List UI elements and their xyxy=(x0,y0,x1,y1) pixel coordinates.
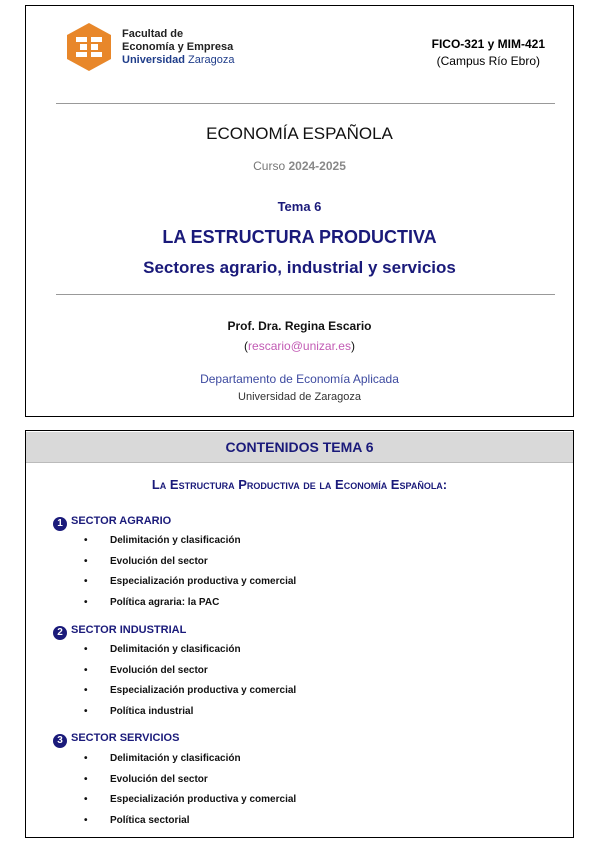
section-servicios-items xyxy=(84,749,296,831)
topic-subtitle: Sectores agrario, industrial y servicios xyxy=(143,258,456,277)
list-item xyxy=(84,749,296,770)
section-number-badge: 2 xyxy=(53,626,67,640)
logo-line-2: Economía y Empresa xyxy=(122,41,234,53)
list-item-text: Especialización productiva y comercial xyxy=(110,685,297,696)
bullet: • xyxy=(84,685,88,696)
bullet: • xyxy=(84,814,88,826)
section-industrial-items xyxy=(84,640,296,722)
section-number-badge: 3 xyxy=(53,734,67,748)
list-item xyxy=(84,531,296,552)
list-item-text: Evolución del sector xyxy=(110,773,208,785)
contents-header: CONTENIDOS TEMA 6 xyxy=(26,432,573,463)
department-name: Departamento de Economía Aplicada xyxy=(200,372,399,386)
list-item xyxy=(84,640,296,661)
section-servicios xyxy=(53,732,179,748)
email-paren-open: ( xyxy=(244,339,249,353)
title-slide xyxy=(25,5,574,417)
bullet: • xyxy=(84,773,88,785)
bullet: • xyxy=(84,664,88,676)
logo-zaragoza: Zaragoza xyxy=(188,54,235,66)
list-item-text: Política sectorial xyxy=(110,814,190,826)
list-item-text: Especialización productiva y comercial xyxy=(110,576,297,587)
logo-university: Universidad xyxy=(122,54,185,66)
section-agrario xyxy=(53,515,171,531)
list-item-text: Delimitación y clasificación xyxy=(110,644,241,655)
logo-text xyxy=(122,28,235,67)
course-title: ECONOMÍA ESPAÑOLA xyxy=(206,124,393,143)
professor-email xyxy=(26,339,573,353)
list-item-text: Política industrial xyxy=(110,705,194,717)
email-link[interactable]: rescario@unizar.es xyxy=(248,339,351,353)
professor-name: Prof. Dra. Regina Escario xyxy=(227,319,372,333)
bullet: • xyxy=(84,535,88,546)
list-item xyxy=(84,661,296,682)
course-code-text: FICO-321 y MIM-421 xyxy=(431,37,545,51)
bullet: • xyxy=(84,644,88,655)
list-item xyxy=(84,790,296,811)
bullet: • xyxy=(84,705,88,717)
bullet: • xyxy=(84,794,88,805)
topic-title: LA ESTRUCTURA PRODUCTIVA xyxy=(162,227,437,247)
bullet: • xyxy=(84,555,88,567)
list-item xyxy=(84,702,296,723)
course-year-value: 2024-2025 xyxy=(288,159,346,173)
topic-number: Tema 6 xyxy=(277,199,322,214)
list-item xyxy=(84,811,296,832)
divider-bottom xyxy=(56,294,555,295)
list-item xyxy=(84,572,296,593)
bullet: • xyxy=(84,576,88,587)
bullet: • xyxy=(84,596,88,608)
list-item-text: Política agraria: la PAC xyxy=(110,596,220,608)
section-industrial xyxy=(53,624,186,640)
section-label: SECTOR SERVICIOS xyxy=(71,732,180,744)
list-item xyxy=(84,770,296,791)
list-item xyxy=(84,593,296,614)
course-year xyxy=(26,159,573,173)
university-name: Universidad de Zaragoza xyxy=(238,391,361,403)
course-prefix: Curso xyxy=(253,159,286,173)
divider-top xyxy=(56,103,555,104)
email-paren-close: ) xyxy=(350,339,355,353)
list-item-text: Delimitación y clasificación xyxy=(110,753,241,764)
list-item xyxy=(84,552,296,573)
contents-title: La Estructura Productiva de la Economía Española: xyxy=(151,477,448,492)
course-codes xyxy=(432,36,545,70)
bullet: • xyxy=(84,753,88,764)
section-label: SECTOR AGRARIO xyxy=(71,515,172,527)
list-item-text: Evolución del sector xyxy=(110,555,208,567)
section-number-badge: 1 xyxy=(53,517,67,531)
contents-slide xyxy=(25,430,574,838)
list-item xyxy=(84,681,296,702)
faculty-logo-icon xyxy=(64,22,114,72)
section-label: SECTOR INDUSTRIAL xyxy=(71,624,187,636)
logo-line-1: Facultad de xyxy=(122,28,184,40)
list-item-text: Especialización productiva y comercial xyxy=(110,794,297,805)
section-agrario-items xyxy=(84,531,296,613)
list-item-text: Evolución del sector xyxy=(110,664,208,676)
list-item-text: Delimitación y clasificación xyxy=(110,535,241,546)
faculty-logo xyxy=(64,22,254,82)
campus-text: (Campus Río Ebro) xyxy=(436,54,540,68)
